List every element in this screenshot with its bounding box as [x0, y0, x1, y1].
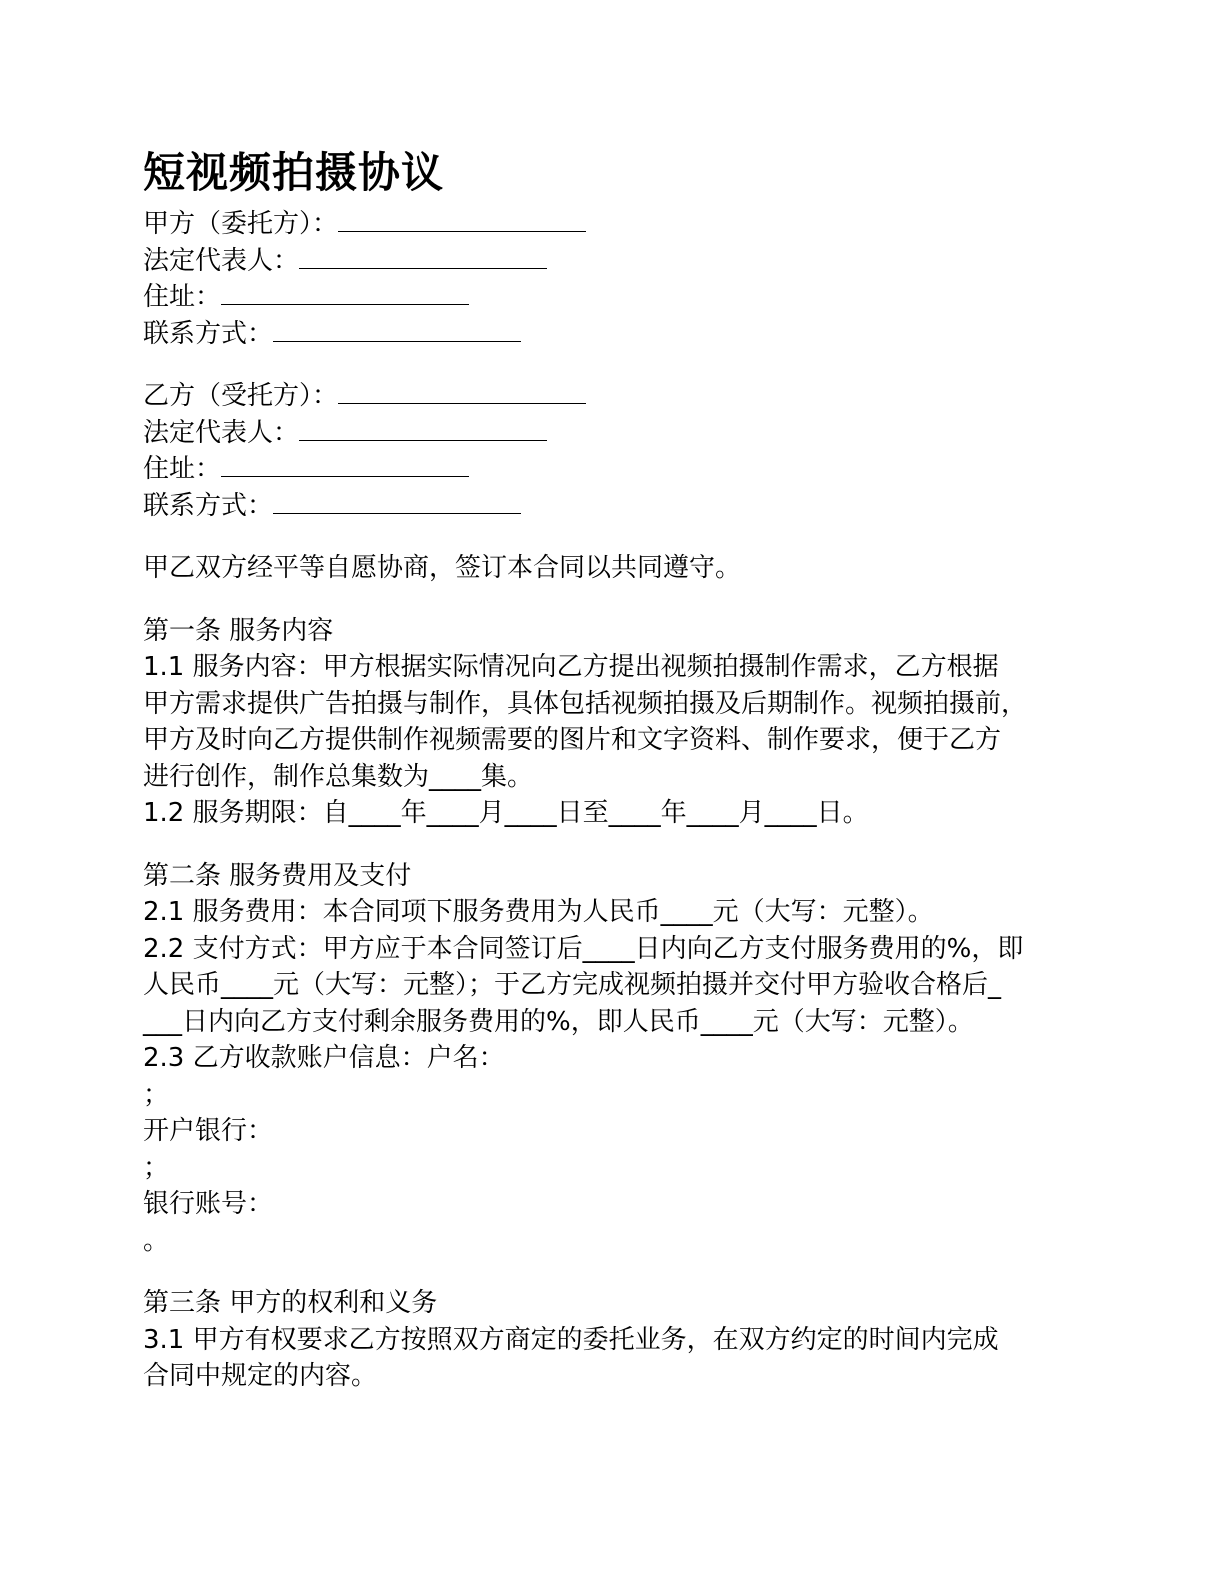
article-2: [143, 858, 1093, 1260]
article-2-line: ___日内向乙方支付剩余服务费用的%，即人民币____元（大写：元整）。: [143, 1006, 974, 1037]
party-a-address-blank: [221, 280, 469, 305]
article-1-line: 1.1 服务内容：甲方根据实际情况向乙方提出视频拍摄制作需求，乙方根据: [143, 652, 999, 682]
spacer: [143, 1259, 1093, 1285]
party-b-address-blank: [221, 452, 469, 477]
party-a-address-label: 住址：: [143, 282, 222, 312]
party-a-contact-blank: [273, 317, 521, 342]
party-a-name-label: 甲方（委托方）：: [143, 209, 339, 239]
article-3: [143, 1285, 1093, 1395]
article-3-heading: 第三条 甲方的权利和义务: [143, 1288, 438, 1318]
party-a-name-blank: [338, 207, 586, 232]
party-a-rep-label: 法定代表人：: [143, 245, 300, 276]
spacer: [143, 524, 1093, 550]
article-2-line: 2.3 乙方收款账户信息：户名：: [143, 1043, 505, 1073]
spacer: [143, 587, 1093, 613]
article-1-heading: 第一条 服务内容: [143, 615, 334, 646]
party-b-rep-blank: [299, 416, 547, 441]
article-1-line: 1.2 服务期限：自____年____月____日至____年____月____日。: [143, 798, 869, 828]
spacer: [143, 832, 1093, 858]
party-b-contact-label: 联系方式：: [143, 490, 274, 521]
party-a-contact-line: [143, 316, 1093, 353]
party-b-rep-line: [143, 415, 1093, 452]
article-1-line: 甲方需求提供广告拍摄与制作，具体包括视频拍摄及后期制作。视频拍摄前，: [143, 688, 1028, 719]
article-3-line: 合同中规定的内容。: [143, 1361, 378, 1391]
article-2-line: 2.1 服务费用：本合同项下服务费用为人民币____元（大写：元整）。: [143, 897, 934, 927]
party-a-rep-blank: [299, 244, 547, 269]
party-b-name-line: [143, 378, 1093, 415]
party-b-name-blank: [338, 379, 586, 404]
party-a-rep-line: [143, 243, 1093, 280]
article-2-heading: 第二条 服务费用及支付: [143, 860, 412, 891]
document-title: 短视频拍摄协议: [143, 148, 445, 197]
article-1: [143, 613, 1093, 832]
article-2-line: 银行账号：: [143, 1189, 274, 1219]
article-2-line: ；: [143, 1079, 170, 1110]
party-b-contact-line: [143, 488, 1093, 525]
party-a-block: [143, 206, 1093, 352]
article-1-line: 进行创作，制作总集数为____集。: [143, 761, 534, 792]
spacer: [143, 352, 1093, 378]
article-2-line: 开户银行：: [143, 1116, 274, 1146]
party-b-name-label: 乙方（受托方）：: [143, 381, 339, 411]
preamble: 甲乙双方经平等自愿协商，签订本合同以共同遵守。: [143, 553, 742, 583]
party-b-contact-blank: [273, 489, 521, 514]
party-a-address-line: [143, 279, 1093, 316]
party-a-contact-label: 联系方式：: [143, 318, 274, 349]
article-3-line: 3.1 甲方有权要求乙方按照双方商定的委托业务，在双方约定的时间内完成: [143, 1324, 999, 1355]
article-2-line: 人民币____元（大写：元整）；于乙方完成视频拍摄并交付甲方验收合格后_: [143, 970, 1002, 1000]
party-b-address-line: [143, 451, 1093, 488]
article-2-line: 。: [143, 1225, 170, 1256]
article-2-line: 2.2 支付方式：甲方应于本合同签订后____日内向乙方支付服务费用的%，即: [143, 933, 1024, 964]
party-b-block: [143, 378, 1093, 524]
party-b-address-label: 住址：: [143, 454, 222, 484]
party-a-name-line: [143, 206, 1093, 243]
article-2-line: ；: [143, 1152, 170, 1183]
article-1-line: 甲方及时向乙方提供制作视频需要的图片和文字资料、制作要求，便于乙方: [143, 725, 1002, 755]
party-b-rep-label: 法定代表人：: [143, 417, 300, 448]
contract-page: [143, 140, 1093, 1395]
